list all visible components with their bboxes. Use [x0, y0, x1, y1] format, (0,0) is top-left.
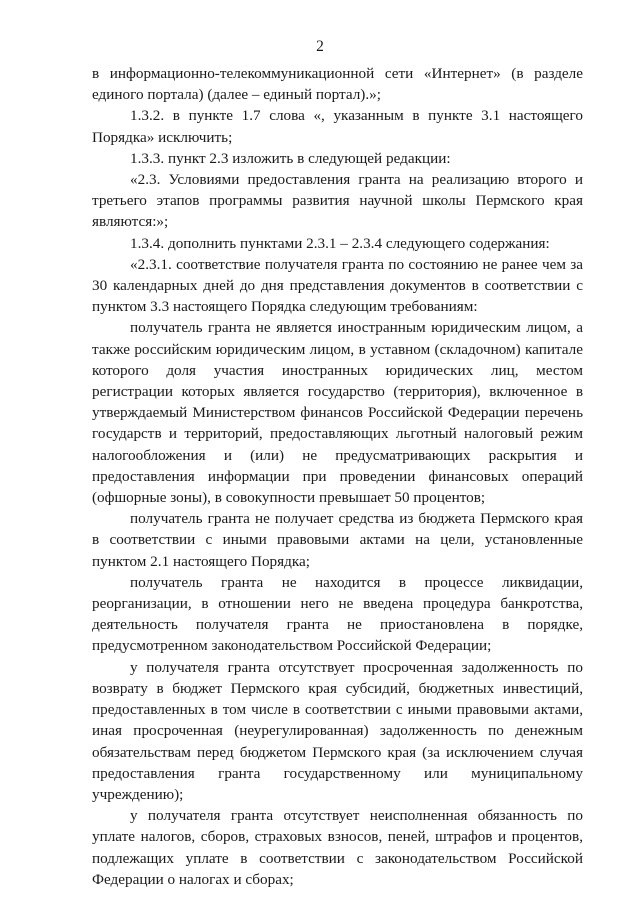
paragraph-foreign-entity: получатель гранта не является иностранным юридическим лицом, а также российским юридическим лицом, в уставном (складочном) капитале которого доля участия иностранных юридических лиц, местом регистрации которых является государство (территория), включенное в утверждаемый Министерством финансов Российской Федерации перечень государств и территорий, предоставляющих льготный налоговый режим налогообложения и (или) не предусматривающих раскрытия и предоставления информации при проведении финансовых операций (офшорные зоны), в совокупности превышает 50 процентов; [92, 319, 583, 507]
paragraph-budget-funds: получатель гранта не получает средства из бюджета Пермского края в соответствии с иными правовыми актами на цели, установленные пунктом 2.1 настоящего Порядка; [92, 510, 583, 570]
paragraph-1: в информационно-телекоммуникационной сети «Интернет» (в разделе единого портала) (далее – единый портал).»; [92, 65, 583, 104]
paragraph-2-3: «2.3. Условиями предоставления гранта на реализацию второго и третьего этапов программы развития научной школы Пермского края являются:»; [92, 171, 583, 231]
paragraph-overdue-debt: у получателя гранта отсутствует просроченная задолженность по возврату в бюджет Пермского края субсидий, бюджетных инвестиций, предоставленных в том числе в соответствии с иными правовыми актами, иная просроченная (неурегулированная) задолженность по денежным обязательствам перед бюджетом Пермского края (за исключением случая предоставления гранта государственному или муниципальному учреждению); [92, 658, 583, 803]
document-body [92, 63, 583, 890]
paragraph-1-3-3: 1.3.3. пункт 2.3 изложить в следующей редакции: [130, 149, 451, 167]
paragraph-1-3-2: 1.3.2. в пункте 1.7 слова «, указанным в пункте 3.1 настоящего Порядка» исключить; [92, 107, 583, 146]
paragraph-tax-obligation: у получателя гранта отсутствует неисполненная обязанность по уплате налогов, сборов, страховых взносов, пеней, штрафов и процентов, подлежащих уплате в соответствии с законодательством Российской Федерации о налогах и сборах; [92, 807, 583, 888]
page-number: 2 [316, 38, 324, 55]
paragraph-liquidation: получатель гранта не находится в процессе ликвидации, реорганизации, в отношении него не введена процедура банкротства, деятельность получателя гранта не приостановлена в порядке, предусмотренном законодательством Российской Федерации; [92, 573, 583, 655]
paragraph-2-3-1: «2.3.1. соответствие получателя гранта по состоянию не ранее чем за 30 календарных дней до дня представления документов в соответствии с пунктом 3.3 настоящего Порядка следующим требованиям: [92, 255, 583, 316]
paragraph-1-3-4: 1.3.4. дополнить пунктами 2.3.1 – 2.3.4 следующего содержания: [130, 234, 550, 252]
